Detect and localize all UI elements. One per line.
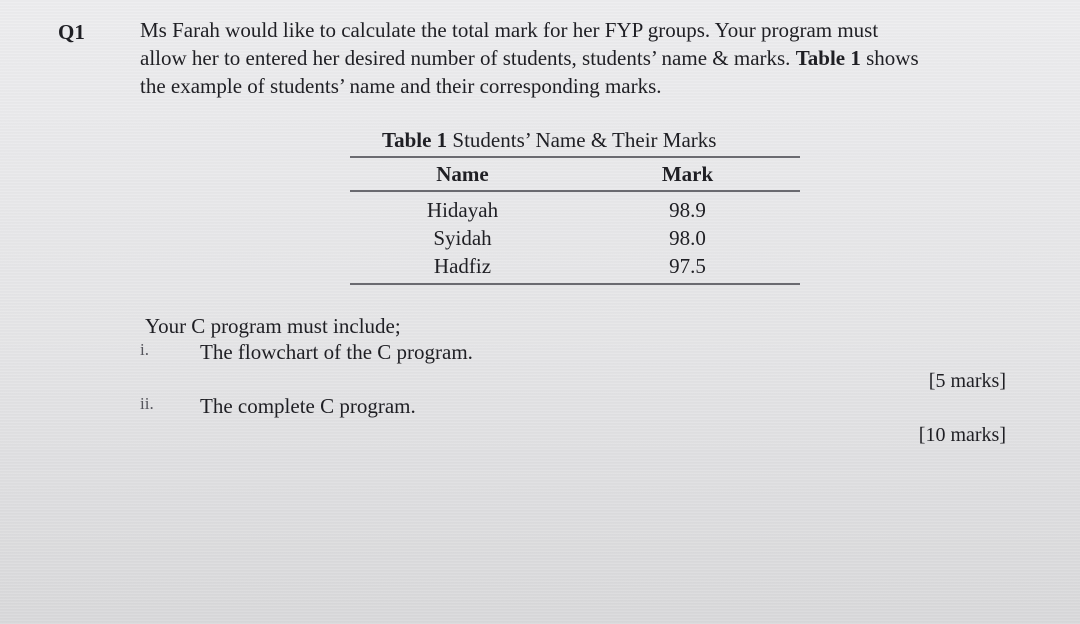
table-row — [350, 196, 800, 224]
table-caption-text: Students’ Name & Their Marks — [447, 128, 717, 152]
cell-name: Hidayah — [426, 197, 499, 222]
header-name: Name — [436, 161, 489, 186]
requirement-numeral: i. — [140, 340, 149, 359]
table-row — [350, 252, 800, 280]
intro-line-1: Ms Farah would like to calculate the total mark for her FYP groups. Your program must — [140, 18, 879, 42]
requirement-marks: [10 marks] — [918, 424, 1006, 446]
requirement-text: The complete C program. — [200, 394, 416, 418]
cell-mark: 98.9 — [669, 197, 706, 222]
cell-mark: 97.5 — [669, 253, 706, 278]
table-header-row — [350, 158, 800, 190]
table-body — [350, 192, 800, 283]
requirement-numeral: ii. — [140, 394, 154, 413]
requirement-marks: [5 marks] — [928, 370, 1006, 392]
intro-line-2-text: allow her to entered her desired number of students, students’ name & marks. — [140, 46, 796, 70]
header-mark: Mark — [661, 161, 714, 186]
intro-line-2-tail: shows — [860, 46, 919, 70]
intro-table-ref: Table 1 — [795, 46, 861, 70]
cell-name: Hadfiz — [433, 253, 492, 278]
table-caption-label: Table 1 — [382, 128, 448, 152]
intro-line-2 — [140, 44, 1040, 72]
requirement-text: The flowchart of the C program. — [200, 340, 473, 364]
cell-name: Syidah — [433, 225, 492, 250]
question-intro — [140, 16, 1040, 100]
question-number: Q1 — [58, 20, 85, 44]
table-row — [350, 224, 800, 252]
cell-mark: 98.0 — [669, 225, 706, 250]
marks-table — [350, 156, 800, 285]
table-caption — [382, 128, 716, 153]
requirements-heading: Your C program must include; — [145, 314, 401, 338]
table-bottom-rule — [350, 283, 800, 285]
intro-line-3: the example of students’ name and their corresponding marks. — [140, 74, 662, 98]
